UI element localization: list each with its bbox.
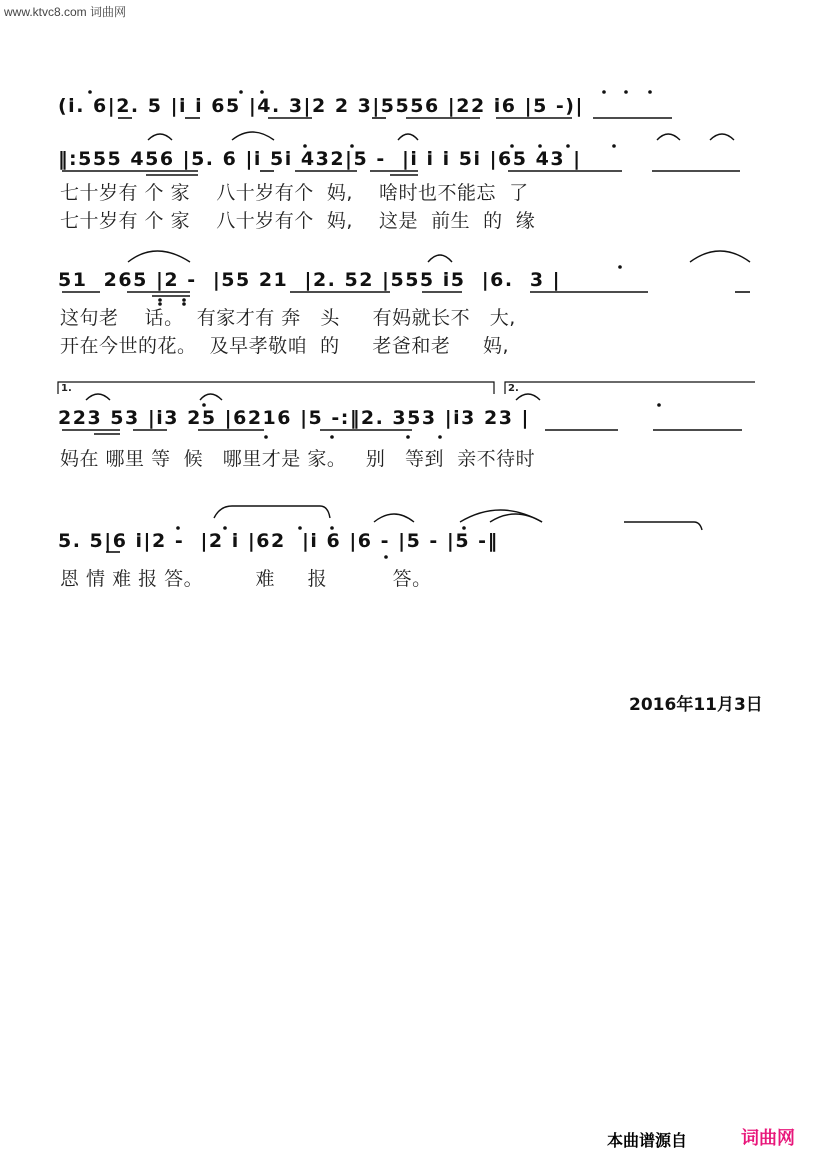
first-ending-label: 1. (61, 383, 72, 394)
notation-intro: (i. 6|2. 5 |i i 65 |4. 3|2 2 3|5556 |22 i6 |5 -)| (58, 95, 584, 117)
lyrics-verse-2-line-b: 开在今世的花。 及早孝敬咱 的 老爸和老 妈, (60, 335, 510, 357)
second-ending-label: 2. (508, 383, 519, 394)
notation-verse-1: ‖:555 456 |5. 6 |i 5i 432|5 - |i i i 5i |65 43 | (58, 148, 582, 170)
lyrics-verse-4: 恩 情 难 报 答。 难 报 答。 (60, 568, 432, 590)
source-label: 本曲谱源自 (607, 1131, 688, 1150)
score-date: 2016年11月3日 (629, 695, 763, 715)
notation-verse-4: 5. 5|6 i|2 - |2 i |62 |i 6 |6 - |5 - |5 -‖ (58, 530, 499, 552)
watermark-text: www.ktvc8.com 词曲网 (4, 5, 127, 19)
site-logo[interactable]: 词曲网 (741, 1128, 795, 1149)
lyrics-verse-2-line-a: 这句老 话。 有家才有 奔 头 有妈就长不 大, (60, 307, 516, 329)
lyrics-verse-3: 妈在 哪里 等 候 哪里才是 家。 别 等到 亲不待时 (60, 448, 536, 470)
lyrics-verse-1-line-b: 七十岁有 个 家 八十岁有个 妈, 这是 前生 的 缘 (60, 210, 536, 232)
notation-verse-3: 223 53 |i3 25 |6216 |5 -:‖2. 353 |i3 23 | (58, 407, 530, 429)
volta-brackets (58, 382, 755, 394)
lyrics-verse-1-line-a: 七十岁有 个 家 八十岁有个 妈, 啥时也不能忘 了 (60, 182, 529, 204)
notation-verse-2: 51 265 |2 - |55 21 |2. 52 |555 i5 |6. 3 | (58, 269, 562, 291)
